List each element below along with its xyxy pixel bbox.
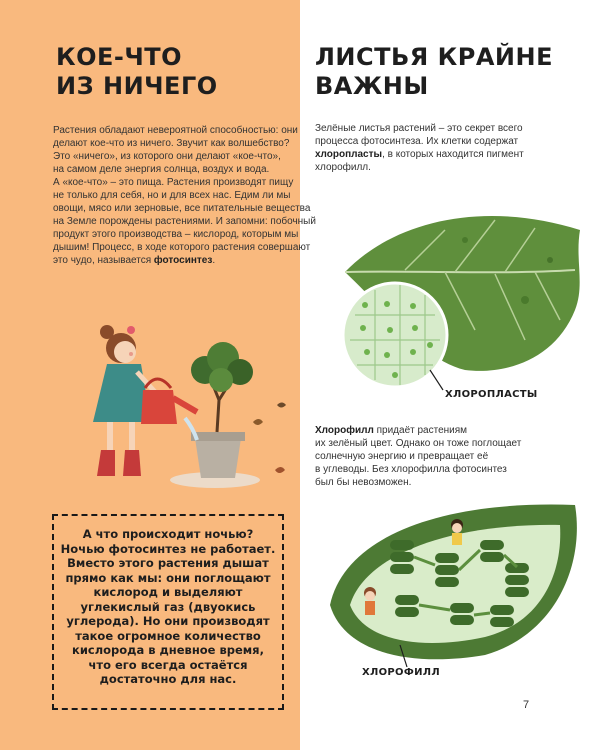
night-info-text — [52, 527, 284, 687]
chlorophyll-label: ХЛОРОФИЛЛ — [362, 667, 440, 678]
intro-line: А «кое-что» – это пища. Растения производят пищу — [53, 177, 294, 188]
right-intro-line — [315, 148, 555, 161]
right-heading-line-2: ВАЖНЫ — [315, 72, 429, 100]
chloroplast-cross-section-illustration — [325, 495, 585, 670]
intro-line: овощи, мясо или зерновые, все питательные вещества — [53, 203, 311, 214]
left-heading-line-2: ИЗ НИЧЕГО — [56, 72, 218, 100]
intro-line: на Земле порождены растениями. И запомни: побочный — [53, 216, 316, 227]
intro-last-prefix: это чудо, называется — [53, 255, 154, 266]
night-line: прямо как мы: они поглощают — [65, 570, 271, 585]
night-line: кислорода в дневное время, — [72, 643, 264, 657]
intro-line: не только для себя, но и для всех нас. Едим ли мы — [53, 190, 291, 201]
left-heading-line-1: КОЕ-ЧТО — [56, 43, 183, 71]
chlorophyll-paragraph — [315, 424, 555, 489]
night-line: Ночью фотосинтез не работает. — [60, 541, 276, 556]
right-heading-line-1: ЛИСТЬЯ КРАЙНЕ — [315, 43, 553, 71]
page-number: 7 — [523, 699, 530, 711]
intro-last-line — [53, 254, 298, 267]
chloro-line: солнечную энергию и превращает её — [315, 451, 489, 462]
night-line: такое огромное количество — [75, 628, 261, 643]
chloroplasts-label: ХЛОРОПЛАСТЫ — [445, 389, 538, 400]
night-line: Вместо этого растения дышат — [67, 556, 269, 570]
left-heading — [56, 43, 218, 101]
right-intro-line3-rest: , в которых находится пигмент — [382, 149, 524, 160]
intro-line: Растения обладают невероятной способностью: они — [53, 125, 298, 136]
chlorophyll-term: Хлорофилл — [315, 425, 374, 436]
girl-watering-plant-illustration — [45, 300, 285, 500]
intro-line: дышим! Процесс, в ходе которого растения совершают — [53, 242, 311, 253]
chloro-line1-rest: придаёт растениям — [373, 425, 468, 436]
night-line: кислород и выделяют — [93, 585, 243, 599]
left-intro-paragraph — [53, 124, 316, 267]
night-line: достаточно для нас. — [99, 672, 237, 686]
right-intro-line: хлорофилл. — [315, 162, 371, 173]
night-line: углекислый газ (двуокись — [80, 599, 256, 614]
intro-line: Это «ничего», из которого они делают «кое-что», — [53, 151, 281, 162]
chloro-line: их зелёный цвет. Однако он тоже поглощает — [315, 438, 522, 449]
leaf-cells-illustration — [335, 200, 600, 400]
chloro-line: в углеводы. Без хлорофилла фотосинтез — [315, 464, 507, 475]
photosynthesis-term: фотосинтез — [153, 255, 213, 266]
right-intro-line: Зелёные листья растений – это секрет всего — [315, 123, 523, 134]
chloro-line — [315, 424, 555, 437]
right-heading — [315, 43, 553, 101]
chloroplasts-term: хлоропласты — [315, 149, 383, 160]
right-intro-paragraph — [315, 122, 555, 174]
intro-last-suffix: . — [212, 255, 216, 266]
night-line: что его всегда остаётся — [88, 657, 248, 672]
chloro-line: был бы невозможен. — [315, 477, 412, 488]
intro-line: делают кое-что из ничего. Звучит как волшебство? — [53, 138, 290, 149]
intro-line: продукт этого производства – кислород, которым мы — [53, 229, 299, 240]
intro-line: на самом деле энергия солнца, воздух и вода. — [53, 164, 270, 175]
night-line: А что происходит ночью? — [82, 527, 254, 541]
right-intro-line: процесса фотосинтеза. Их клетки содержат — [315, 136, 519, 147]
night-line: углерода). Но они производят — [66, 614, 270, 628]
